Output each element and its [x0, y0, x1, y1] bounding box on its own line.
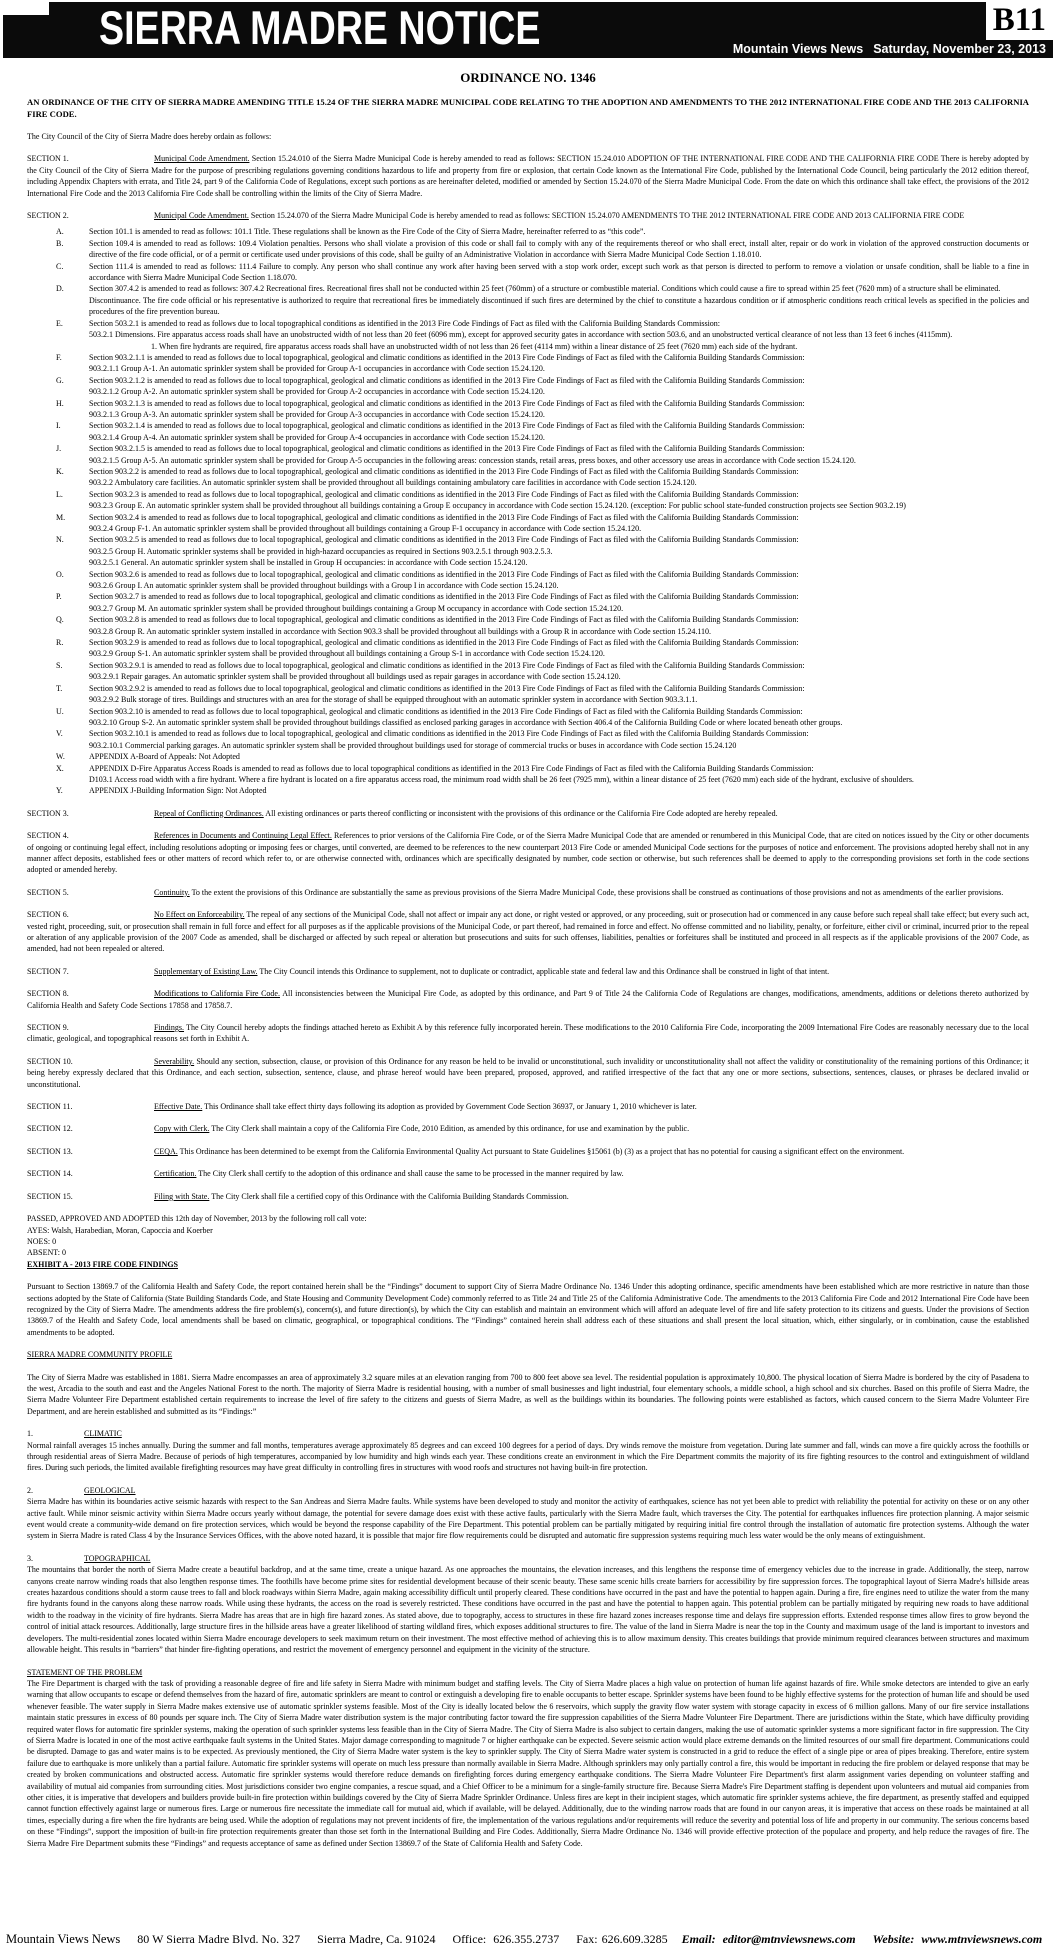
amendment-item-paragraph: T. Section 903.2.9.2 is amended to read as follows due to local topographical, geological and climatic conditions as identified in the 2013 Fire Code Findings of Fact as filed with the California Building Standards Commission:	[56, 683, 805, 693]
amendment-item-paragraph: P. Section 903.2.7 is amended to read as follows due to local topographical, geological and climatic conditions as identified in the 2013 Fire Code Findings of Fact as filed with the California Building Standards Commission:	[56, 592, 799, 602]
section-body-text: All existing ordinances or parts thereof conflicting or inconsistent with the provisions of this ordinance or the California Fire Code adopted are hereby repealed.	[263, 808, 778, 818]
amendment-item-letter: M.	[56, 512, 66, 522]
amendment-item	[56, 637, 1029, 660]
amendment-item-letter: X.	[56, 763, 64, 773]
amendment-item	[56, 534, 1029, 568]
ordinance-summary: AN ORDINANCE OF THE CITY OF SIERRA MADRE AMENDING TITLE 15.24 OF THE SIERRA MADRE MUNICIPAL CODE RELATING TO THE ADOPTION AND AMENDMENTS TO THE 2012 INTERNATIONAL FIRE CODE AND THE 2013 CALIFORNIA FIRE CODE.	[27, 97, 1029, 119]
amendment-item-paragraph: 903.2.7 Group M. An automatic sprinkler system shall be provided throughout buildings containing a Group M occupancy in accordance with Code section 15.24.120.	[89, 603, 624, 613]
finding-block	[27, 1428, 1029, 1474]
section-body-text: This Ordinance has been determined to be exempt from the California Environmental Quality Act pursuant to State Guidelines §15061 (b) (3) as a project that has no potential for causing a significant effect on the environment.	[177, 1146, 905, 1156]
amendment-item-paragraph: N. Section 903.2.5 is amended to read as follows due to local topographical, geological and climatic conditions as identified in the 2013 Fire Code Findings of Fact as filed with the California Building Standards Commission:	[56, 535, 799, 545]
amendment-item-paragraph: 903.2.5.1 General. An automatic sprinkler system shall be installed in Group H occupancies: in accordance with Code section 15.24.120.	[89, 558, 528, 568]
amendment-item-paragraph: A. Section 101.1 is amended to read as follows: 101.1 Title. These regulations shall be known as the Fire Code of the City of Sierra Madre, hereinafter referred to as “this code”.	[56, 227, 646, 237]
amendment-item	[56, 614, 1029, 637]
amendment-item-paragraph: 903.2.8 Group R. An automatic sprinkler system installed in accordance with Section 903.3 shall be provided throughout all buildings with a Group R in accordance with Code section 15.24.110.	[89, 626, 712, 636]
section-body-text: References to prior versions of the California Fire Code, or of the Sierra Madre Municipal Code that are amended or renumbered in this Municipal Code, that are cited on notices issued by the City or other documents of ongoing or continuing legal effect, including resolutions adopting or imposing fees or charges, until converted, are deemed to be references to the new counterpart 2013 Fire Code or amended Municipal Code sections for the purposes of notice and enforcement. The provisions adopted hereby shall not in any manner affect deposits, established fees or other matters of record which refer to, or are otherwise connected with, ordinances which are specifically designated by number, code section or otherwise, but such references shall be deemed to apply to the corresponding provisions set forth in the code sections adopted or amended hereby.	[27, 831, 1029, 875]
section-paragraph	[27, 808, 1029, 819]
section-paragraph	[27, 988, 1029, 1011]
amendment-item	[56, 728, 1029, 751]
amendment-item-letter: F.	[56, 352, 62, 362]
section-body-text: The City Council hereby adopts the findings attached hereto as Exhibit A by this reference fully incorporated herein. These modifications to the 2010 California Fire Code, incorporating the 2009 International Fire Codes are reasonably necessary due to the local climatic, geological, and topographical reasons set forth in Exhibit A.	[27, 1023, 1029, 1044]
section-heading: Filing with State.	[154, 1191, 210, 1201]
amendment-item-letter: K.	[56, 466, 64, 476]
amendment-item-letter: H.	[56, 398, 64, 408]
section-body-text: The City Clerk shall certify to the adoption of this ordinance and shall cause the same to be processed in the manner required by law.	[196, 1169, 624, 1179]
vote-line: NOES: 0	[27, 1236, 57, 1246]
section-label: SECTION 8.	[27, 989, 69, 999]
amendment-item-letter: L.	[56, 489, 63, 499]
amendment-item-paragraph: Discontinuance. The fire code official or his representative is authorized to require that recreational fires be immediately discontinued if such fires are determined by the chief to constitute a hazardous condition or if atmospheric conditions reach critical levels as specified in the policies and procedures of the fire prevention bureau.	[89, 295, 1029, 317]
amendment-item	[56, 660, 1029, 683]
amendment-item-paragraph: 903.2.9 Group S-1. An automatic sprinkler system shall be provided throughout all buildings containing a Group S-1 in accordance with Code section 15.24.120.	[89, 649, 605, 659]
section-body-text: The repeal of any sections of the Municipal Code, shall not affect or impair any act done, or right vested or approved, or any proceeding, suit or prosecution had or commenced in any cause before such repeal shall take effect; but every such act, vested right, proceeding, suit, or prosecution shall remain in full force and effect for all purposes as if the applicable provisions of the Municipal Code, or part thereof, had remained in force and effect. No offense committed and no liability, penalty, or forfeiture, either civil or criminal, incurred prior to the repeal or alteration of any applicable provision of the 2007 Code as amended, shall be discharged or affected by such repeal or alteration but prosecutions and suits for such offenses, liabilities, penalties or forfeitures shall be instituted and proceed in all respects as if the applicable provisions of the 2007 Code, as amended, had not been repealed or altered.	[27, 910, 1029, 954]
finding-heading: TOPOGRAPHICAL	[84, 1553, 151, 1563]
section-body-text: All inconsistencies between the Municipal Fire Code, as adopted by this ordinance, and Part 9 of Title 24 the California Code of Regulations are changes, modifications, amendments, additions or deletions thereto authorized by California Health and Safety Code Sections 17858 and 17858.7.	[27, 989, 1030, 1010]
section-label: SECTION 5.	[27, 887, 69, 897]
section-label: SECTION 13.	[27, 1146, 73, 1156]
section-label: SECTION 1.	[27, 154, 69, 164]
amendment-item-paragraph: F. Section 903.2.1.1 is amended to read as follows due to local topographical, geological and climatic conditions as identified in the 2013 Fire Code Findings of Fact as filed with the California Building Standards Commission:	[56, 352, 805, 362]
amendment-item-paragraph: X. APPENDIX D-Fire Apparatus Access Roads is amended to read as follows due to local topographical conditions as identified in the 2013 Fire Code Findings of Fact as filed with the California Building Standards Commission:	[56, 763, 814, 773]
amendment-item-list	[27, 226, 1029, 796]
footer-website-label: Website:	[872, 1932, 915, 1946]
amendment-item-paragraph: K. Section 903.2.2 is amended to read as follows due to local topographical, geological and climatic conditions as identified in the 2013 Fire Code Findings of Fact as filed with the California Building Standards Commission:	[56, 466, 799, 476]
section-paragraph	[27, 1191, 1029, 1202]
finding-body: Normal rainfall averages 15 inches annually. During the summer and fall months, temperatures average approximately 85 degrees and can exceed 100 degrees for a period of days. Dry winds remove the moisture from vegetation. During late summer and fall, winds can move a fire quickly across the foothills or through residential areas of Sierra Madre. Because of periods of high temperatures, accompanied by low humidity and high winds each year. These conditions create an environment in which the Fire Department commits the majority of its fire fighting resources to the control and extinguishment of wildland fires. During such periods, the limited available firefighting resources may have great difficulty in controlling fires in structures with wood roofs and structures not having built-in fire protection.	[27, 1440, 1029, 1473]
footer-office-label: Office:	[452, 1932, 487, 1946]
section-paragraph	[27, 1022, 1029, 1045]
section-label: SECTION 6.	[27, 910, 69, 920]
amendment-item-letter: P.	[56, 592, 62, 602]
section-label: SECTION 7.	[27, 966, 69, 976]
section-paragraph	[27, 1101, 1029, 1112]
footer-email-label: Email:	[681, 1932, 716, 1946]
amendment-item-letter: O.	[56, 569, 64, 579]
amendment-item-paragraph: 903.2.10.1 Commercial parking garages. An automatic sprinkler system shall be provided throughout buildings used for storage of commercial trucks or buses in accordance with Code section 15.24.120	[89, 740, 737, 750]
section-heading: Copy with Clerk.	[154, 1124, 210, 1134]
adoption-vote-block	[27, 1213, 1029, 1259]
amendment-item	[56, 466, 1029, 489]
amendment-item	[56, 375, 1029, 398]
ordinance-intro: The City Council of the City of Sierra Madre does hereby ordain as follows:	[27, 132, 272, 141]
masthead-title: SIERRA MADRE NOTICE	[99, 1, 541, 54]
article-body	[0, 58, 1056, 1849]
section-body-text: The City Clerk shall file a certified copy of this Ordinance with the California Building Standards Commission.	[209, 1191, 569, 1201]
amendment-item-paragraph: 903.2.1.3 Group A-3. An automatic sprinkler system shall be provided for Group A-3 occupancies in accordance with Code section 15.24.120.	[89, 409, 545, 419]
amendment-item-paragraph: G. Section 903.2.1.2 is amended to read as follows due to local topographical, geological and climatic conditions as identified in the 2013 Fire Code Findings of Fact as filed with the California Building Standards Commission:	[56, 375, 805, 385]
section-paragraph	[27, 909, 1029, 955]
section-label: SECTION 10.	[27, 1056, 73, 1066]
section-body-text: Section 15.24.070 of the Sierra Madre Municipal Code is hereby amended to read as follows: SECTION 15.24.070 AMENDMENTS TO THE 2012 INTERNATIONAL FIRE CODE AND 2013 CALIFORNIA FIRE CODE	[248, 211, 965, 221]
finding-body: The Fire Department is charged with the task of providing a reasonable degree of fire and life safety in Sierra Madre with minimum budget and staffing levels. The City of Sierra Madre places a high value on protection of human life against hazards of fire. While smoke detectors are intended to give an early warning that allow occupants to escape or defend themselves from the hazard of fire, automatic sprinklers are meant to control or extinguish a developing fire to enable occupants to better escape. Sprinkler systems have been found to be highly effective systems for the protection of human life and should be used whenever feasible. The water supply in Sierra Madre makes extensive use of automatic sprinkler systems feasible. Most of the City is ideally located below the 6 reservoirs, which supply the gravity flow water system with storage capacity in excess of 6 million gallons. Many of our fire service installations maintain static pressures in excess of 80 pounds per square inch. The City of Sierra Madre water distribution system is the major contributing factor toward the fire suppression capabilities of the Sierra Madre Volunteer Fire Department. There are jurisdictions within the State, which have difficulty providing required water flows for automatic fire sprinkler systems, making the operation of such sprinkler systems less feasible than in the City of Sierra Madre. The City of Sierra Madre is also subject to certain dangers, making the use of automatic sprinkler systems a more significant factor in fire suppression. The City of Sierra Madre is located in one of the most active earthquake fault systems in the United States. Major damage corresponding to magnitude 7 or higher earthquake can be expected. Severe seismic action would place extreme demands on the limited resources of our small fire department. Communications could be disrupted. Damage to gas and water mains is to be expected. As previously mentioned, the City of Sierra Madre water system is the key to sprinkler supply. The City of Sierra Madre water system is constructed in a grid to reduce the effect of a single pipe or area of pipes breaking. Therefore, entire system failure due to earthquake is more unlikely than a partial failure. Automatic fire sprinkler systems will operate on much less pressure than normally available in Sierra Madre. Although sprinklers may only partially control a fire, this would be important in reducing the fire problem or delayed response that may be created by broken communications and obstructed access. Automatic fire sprinkler systems would therefore reduce demands on firefighting forces during emergency earthquake conditions. The Sierra Madre Volunteer Fire Department's first alarm assignment varies depending on volunteer staffing and availability of mutual aid companies from surrounding cities. Most jurisdictions consider two engine companies, a rescue squad, and a Chief Officer to be a minimum for a single-family structure fire. Because Sierra Madre's Fire Department staffing is dependent upon volunteers and mutual aid companies from other cities, it is imperative that developers and builders provide built-in fire protection within buildings covered by the City of Sierra Madre Sprinkler Ordinance. Unless fires are kept in their incipient stages, which automatic fire sprinkler systems achieve, the fire department, as presently staffed and equipped cannot function effectively against large or numerous fires. Large or numerous fire necessitate the immediate call for mutual aid, which if available, will be delayed. Additionally, due to the winding narrow roads that are found in our canyon areas, it is imperative that access on these roads be maintained at all times, especially during a fire when the fire hydrants are being used. While the adoption of regulations may not prevent incidents of fire, the implementation of the various regulations and/or requirements will reduce the severity and potential loss of life and property in our community. The serious concerns based on these “Findings”, support the imposition of built-in fire protection requirements greater than those set forth in the International Building and Fire Codes. Additionally, Sierra Madre Ordinance No. 1346 will provide effective protection of the populace and property, and help reduce the ravages of fire. The Sierra Madre Fire Department submits these “Findings” and requests acceptance of same as defined under Section 13869.7 of the State of California Health and Safety Code.	[27, 1678, 1029, 1848]
section-paragraph	[27, 210, 1029, 221]
section-paragraph	[27, 1056, 1029, 1090]
section-paragraph	[27, 966, 1029, 977]
section-label: SECTION 11.	[27, 1102, 73, 1112]
amendment-item	[56, 226, 1029, 237]
finding-number: 3.	[27, 1553, 33, 1563]
body-paragraph: The City of Sierra Madre was established in 1881. Sierra Madre encompasses an area of approximately 3.2 square miles at an elevation ranging from 700 to 800 feet above sea level. The residential population is approximately 10,800. The physical location of Sierra Madre is bordered by the city of Pasadena to the west, Arcadia to the south and east and the Angeles National Forest to the north. The majority of Sierra Madre is residential housing, with a number of small businesses and light industrial, four elementary schools, a middle school, a high school and six churches. Based on this profile of Sierra Madre, the Sierra Madre Volunteer Fire Department established certain requirements to increase the level of fire safety to the citizens and guests of Sierra Madre, as well as the buildings within its boundaries. The following points were established as factors, which caused concern to the Sierra Madre Volunteer Fire Department, and are herein established and submitted as its “Findings:”	[27, 1372, 1029, 1416]
amendment-item	[56, 706, 1029, 729]
finding-number: 1.	[27, 1429, 33, 1439]
amendment-item	[56, 283, 1029, 317]
masthead-paper-name: Mountain Views News	[732, 42, 864, 56]
footer-fax-label: Fax:	[576, 1932, 598, 1946]
body-paragraph: Pursuant to Section 13869.7 of the California Health and Safety Code, the report contained herein shall be the “Findings” document to support City of Sierra Madre Ordinance No. 1346 Under this adopting ordinance, specific amendments have been established which are more restrictive in nature than those sections adopted by the State of California (State Building Standards Code, and State Housing and Community Development Code) commonly referred to as Title 24 and Title 25 of the California Administrative Code. The amendments to the 2013 California Fire Code and 2012 International Fire Code have been recognized by the City of Sierra Madre. The amendments address the fire problem(s), concern(s), and future direction(s), by which the City can establish and maintain an environment which will afford an adequate level of fire and life safety protection to its citizens and guests. Under the provisions of Section 13869.7 of the Health and Safety Code, local amendments shall be based on climatic, geographical, or topographical conditions. The “Findings” contained herein shall address each of these situations and shall present the local situation, which, either singularly, or in combination, cause the established amendments to be adopted.	[27, 1282, 1029, 1337]
amendment-item	[56, 751, 1029, 762]
section-heading: References in Documents and Continuing Legal Effect.	[154, 831, 332, 841]
amendment-item-paragraph: C. Section 111.4 is amended to read as follows: 111.4 Failure to comply. Any person who shall continue any work after having been served with a stop work order, except such work as that person is directed to perform to remove a violation or unsafe condition, shall be liable to a fine in accordance with Sierra Madre Municipal Code Section 1.18.070.	[56, 261, 1029, 283]
section-label: SECTION 3.	[27, 808, 69, 818]
amendment-item-paragraph: M. Section 903.2.4 is amended to read as follows due to local topographical, geological and climatic conditions as identified in the 2013 Fire Code Findings of Fact as filed with the California Building Standards Commission:	[56, 512, 799, 522]
section-label: SECTION 15.	[27, 1191, 73, 1201]
amendment-item-paragraph: S. Section 903.2.9.1 is amended to read as follows due to local topographical, geological and climatic conditions as identified in the 2013 Fire Code Findings of Fact as filed with the California Building Standards Commission:	[56, 660, 805, 670]
finding-block	[27, 1485, 1029, 1542]
ordinance-text	[27, 153, 1029, 1849]
amendment-item-paragraph: O. Section 903.2.6 is amended to read as follows due to local topographical, geological and climatic conditions as identified in the 2013 Fire Code Findings of Fact as filed with the California Building Standards Commission:	[56, 569, 799, 579]
amendment-item	[56, 683, 1029, 706]
section-label: SECTION 9.	[27, 1023, 69, 1033]
finding-heading-line	[27, 1667, 1029, 1678]
section-label: SECTION 14.	[27, 1169, 73, 1179]
finding-body: Sierra Madre has within its boundaries active seismic hazards with respect to the San Andreas and Sierra Madre faults. While systems have been developed to study and monitor the activity of earthquakes, science has not yet been able to predict with reliability the potential for activity on these or on any other active fault. While minor seismic activity within Sierra Madre occurs yearly without damage, the potential for severe damage does exist with these active faults, particularly with the Sierra Madre fault, which traverses the City. The potential for earthquakes influences fire protection planning. A major seismic event would create a community-wide demand on fire protection services, which would be beyond the response capability of the Fire Department. This potential problem can be partially mitigated by requiring initial fire control through the installation of automatic fire protection systems. Although the water system in Sierra Madre is rated Class 4 by the Insurance Services Offices, with the above noted hazard, it is possible that major fire flow requirements could be disrupted and automatic fire suppression systems requiring much less water would be the only means of extinguishment.	[27, 1497, 1029, 1541]
finding-heading: CLIMATIC	[84, 1429, 122, 1439]
vote-line: AYES: Walsh, Harabedian, Moran, Capoccia and Koerber	[27, 1225, 213, 1235]
amendment-item-paragraph: D. Section 307.4.2 is amended to read as follows: 307.4.2 Recreational fires. Recreational fires shall not be conducted within 25 feet (760mm) of a structure or combustible material. Conditions which could cause a fire to spread within 25 feet (7620 mm) of a structure shall be eliminated.	[56, 284, 1001, 294]
section-heading: Municipal Code Amendment.	[154, 211, 249, 221]
amendment-item	[56, 785, 1029, 796]
amendment-item-letter: T.	[56, 683, 63, 693]
section-heading: Effective Date.	[154, 1102, 203, 1112]
amendment-item-paragraph: Q. Section 903.2.8 is amended to read as follows due to local topographical, geological and climatic conditions as identified in the 2013 Fire Code Findings of Fact as filed with the California Building Standards Commission:	[56, 615, 799, 625]
section-heading: Severability.	[154, 1056, 195, 1066]
masthead-dateline	[733, 42, 1046, 56]
masthead-corner-notch	[3, 2, 49, 15]
amendment-item-paragraph: 903.2.10 Group S-2. An automatic sprinkler system shall be provided throughout buildings classified as enclosed parking garages in accordance with Section 406.4 of the California Building Code or where located beneath other groups.	[89, 717, 843, 727]
page-code-box	[986, 2, 1053, 40]
amendment-item-letter: W.	[56, 752, 65, 762]
section-body-text: This Ordinance shall take effect thirty days following its adoption as provided by Government Code Section 36937, or January 1, 2010 whichever is later.	[202, 1102, 697, 1112]
amendment-item-letter: B.	[56, 238, 64, 248]
amendment-item	[56, 352, 1029, 375]
amendment-item-letter: Y.	[56, 786, 63, 796]
finding-heading-line	[27, 1428, 1029, 1439]
masthead	[3, 2, 1053, 58]
amendment-item-letter: C.	[56, 261, 64, 271]
section-heading: Repeal of Conflicting Ordinances.	[154, 808, 264, 818]
amendment-item-paragraph: 903.2.1.2 Group A-2. An automatic sprinkler system shall be provided for Group A-2 occupancies in accordance with Code section 15.24.120.	[89, 387, 545, 397]
footer-fax-number: 626.609.3285	[601, 1932, 668, 1946]
page-code: B11	[992, 2, 1046, 38]
amendment-item	[56, 443, 1029, 466]
amendment-item-paragraph: 903.2.9.1 Repair garages. An automatic sprinkler system shall be provided throughout all buildings used as repair garages in accordance with Code section 15.24.120.	[89, 672, 621, 682]
exhibit-heading: EXHIBIT A - 2013 FIRE CODE FINDINGS	[27, 1259, 178, 1269]
section-heading: Continuity.	[154, 887, 190, 897]
amendment-item	[56, 569, 1029, 592]
section-heading: CEQA.	[154, 1146, 178, 1156]
amendment-item-letter: V.	[56, 729, 63, 739]
vote-line: PASSED, APPROVED AND ADOPTED this 12th day of November, 2013 by the following roll call vote:	[27, 1214, 367, 1224]
amendment-item-paragraph: 903.2.1.1 Group A-1. An automatic sprinkler system shall be provided for Group A-1 occupancies in accordance with Code section 15.24.120.	[89, 364, 545, 374]
amendment-item	[56, 398, 1029, 421]
section-paragraph	[27, 1146, 1029, 1157]
amendment-item-letter: S.	[56, 660, 63, 670]
section-paragraph	[27, 1123, 1029, 1134]
section-paragraph	[27, 830, 1029, 876]
amendment-item-paragraph: R. Section 903.2.9 is amended to read as follows due to local topographical, geological and climatic conditions as identified in the 2013 Fire Code Findings of Fact as filed with the California Building Standards Commission:	[56, 638, 799, 648]
amendment-item-letter: E.	[56, 318, 63, 328]
amendment-item-paragraph: 903.2.1.5 Group A-5. An automatic sprinkler system shall be provided for Group A-5 occupancies in the following areas: concession stands, retail areas, press boxes, and other accessory use areas in accordance with Code section 15.24.120.	[89, 455, 856, 465]
footer-email: editor@mtnviewsnews.com	[722, 1932, 856, 1946]
amendment-item-paragraph: J. Section 903.2.1.5 is amended to read as follows due to local topographical, geological and climatic conditions as identified in the 2013 Fire Code Findings of Fact as filed with the California Building Standards Commission:	[56, 444, 805, 454]
amendment-item	[56, 420, 1029, 443]
amendment-item-letter: G.	[56, 375, 64, 385]
amendment-item-paragraph: L. Section 903.2.3 is amended to read as follows due to local topographical, geological and climatic conditions as identified in the 2013 Fire Code Findings of Fact as filed with the California Building Standards Commission:	[56, 489, 799, 499]
amendment-item-letter: D.	[56, 284, 64, 294]
section-label: SECTION 12.	[27, 1124, 73, 1134]
section-body-text: The City Clerk shall maintain a copy of the California Fire Code, 2010 Edition, as amended by this ordinance, for use and examination by the public.	[209, 1124, 690, 1134]
vote-line: ABSENT: 0	[27, 1248, 66, 1258]
amendment-item-letter: A.	[56, 227, 64, 237]
amendment-item-letter: N.	[56, 535, 64, 545]
section-paragraph	[27, 887, 1029, 898]
amendment-item-paragraph: 903.2.4 Group F-1. An automatic sprinkler system shall be provided throughout all buildings containing a Group F-1 occupancy in accordance with Code section 15.24.120.	[89, 524, 642, 533]
amendment-item-letter: R.	[56, 638, 64, 648]
amendment-item-paragraph: B. Section 109.4 is amended to read as follows: 109.4 Violation penalties. Persons who shall violate a provision of this code or shall fail to comply with any of the requirements thereof or who shall erect, install alter, repair or do work in violation of the approved construction documents or directive of the fire code official, or of a permit or certificate used under provisions of this code, shall be guilty of an Administrative Violation in accordance with Sierra Madre Municipal Code Section 1.18.010.	[56, 238, 1029, 260]
amendment-item	[56, 238, 1029, 261]
amendment-item-paragraph: D103.1 Access road width with a fire hydrant. Where a fire hydrant is located on a fire apparatus access road, the minimum road width shall be 26 feet (7925 mm), within a linear distance of 25 feet (7620 mm) each side of the hydrant, exclusive of shoulders.	[89, 774, 914, 784]
finding-number: 2.	[27, 1485, 33, 1495]
finding-heading: GEOLOGICAL	[84, 1485, 136, 1495]
section-heading: No Effect on Enforceability.	[154, 910, 245, 920]
section-heading: Findings.	[154, 1023, 185, 1033]
amendment-item-paragraph: Y. APPENDIX J-Building Information Sign: Not Adopted	[56, 786, 267, 796]
amendment-item	[56, 763, 1029, 786]
section-heading: Supplementary of Existing Law.	[154, 966, 258, 976]
footer-paper-name: Mountain Views News	[6, 1932, 121, 1946]
finding-heading-line	[27, 1553, 1029, 1564]
section-label: SECTION 2.	[27, 211, 69, 221]
section-heading: Modifications to California Fire Code.	[154, 989, 280, 999]
amendment-item-paragraph: I. Section 903.2.1.4 is amended to read as follows due to local topographical, geological and climatic conditions as identified in the 2013 Fire Code Findings of Fact as filed with the California Building Standards Commission:	[56, 421, 805, 431]
amendment-item-letter: U.	[56, 706, 64, 716]
amendment-item-paragraph: U. Section 903.2.10 is amended to read as follows due to local topographical, geological and climatic conditions as identified in the 2013 Fire Code Findings of Fact as filed with the California Building Standards Commission:	[56, 706, 803, 716]
section-heading: Certification.	[154, 1169, 197, 1179]
amendment-item-paragraph: 1. When fire hydrants are required, fire apparatus access roads shall have an unobstructed width of not less than 26 feet (4114 mm) within a linear distance of 25 feet (7620 mm) each side of the hydrant.	[151, 341, 798, 351]
amendment-item-paragraph: 903.2.1.4 Group A-4. An automatic sprinkler system shall be provided for Group A-4 occupancies in accordance with Code section 15.24.120.	[89, 432, 545, 442]
masthead-date: Saturday, November 23, 2013	[873, 42, 1046, 56]
underlined-heading: SIERRA MADRE COMMUNITY PROFILE	[27, 1350, 173, 1360]
footer-website: www.mtnviewsnews.com	[921, 1932, 1043, 1946]
section-body-text: Should any section, subsection, clause, or provision of this Ordinance for any reason be held to be invalid or unconstitutional, such invalidity or unconstitutionality shall not affect the validity or constitutionality of the remaining portions of this Ordinance; it being hereby expressly declared that this Ordinance, and each section, subsection, sentence, clause, and phrase hereof would have been prepared, proposed, approved, and ratified irrespective of the fact that any one or more sections, subsections, sentences, clauses, or phrases be declared invalid or unconstitutional.	[27, 1056, 1029, 1089]
footer-office-phone: 626.355.2737	[493, 1932, 560, 1946]
footer-city: Sierra Madre, Ca. 91024	[317, 1932, 436, 1946]
finding-body: The mountains that border the north of Sierra Madre create a beautiful backdrop, and at the same time, create a unique hazard. As one approaches the mountains, the elevation increases, and this lengthens the response time of emergency vehicles due to the increase in grade. Additionally, the steep, narrow canyons create narrow winding roads that also lengthen response times. The foothills have become prime sites for residential development because of their scenic beauty. These same scenic hills create barriers for accessibility by fire suppression forces. The topographical layout of Sierra Madre's hillside areas creates hazardous conditions should a storm cause trees to fall and block roadways within Sierra Madre, again making accessibility difficult until properly cleared. These conditions have occurred in the past and have the potential to happen again. During a fire, fire engines need to utilize the water from the many fire hydrants found in the canyons along these narrow roads. While using these hydrants, the access on the road is severely restricted. These conditions have occurred in the past and have the potential to happen again. This potential problem can be partially mitigated by requiring new roads to have additional width to the roadway in the vicinity of fire hydrants. Sierra Madre has areas that are in high fire hazard zones. As stated above, due to topography, access to structures in these fire hazard zones increases response time and delays fire suppression efforts. Extended response times allow fires to grow beyond the control of initial attack resources. Additionally, large structure fires in the hillside areas have a greater likelihood of starting wildland fires, which exposes additional structures to fire. The value of the land in Sierra Madre is near the top in the County and maximum usage of the land is important to investors and developers. The multi-residential zones located within Sierra Madre encourage developers to seek maximum return on their investment. The most effective method of achieving this is to allow maximum density. This creates buildings that provide minimum required clearances between structures and maximum allowable height. This results in “barriers” that hinder fire-fighting operations, and restrict the movement of emergency personnel and equipment in the vicinity of the structure.	[27, 1565, 1029, 1655]
amendment-item-paragraph: E. Section 503.2.1 is amended to read as follows due to local topographical conditions as identified in the 2013 Fire Code Findings of Fact as filed with the California Building Standards Commission:	[56, 318, 721, 328]
finding-heading: STATEMENT OF THE PROBLEM	[27, 1667, 143, 1677]
amendment-item-paragraph: 903.2.3 Group E. An automatic sprinkler system shall be provided throughout all buildings containing a Group E occupancy in accordance with Code section 15.24.120. (exception: For public school state-funded construction projects see Section 903.2.19)	[89, 501, 906, 511]
amendment-item-letter: I.	[56, 421, 61, 431]
amendment-item	[56, 261, 1029, 284]
amendment-item	[56, 591, 1029, 614]
section-label: SECTION 4.	[27, 831, 69, 841]
amendment-item	[56, 512, 1029, 535]
amendment-item-paragraph: 903.2.6 Group I. An automatic sprinkler system shall be provided throughout buildings with a Group I in accordance with Code section 15.24.120.	[89, 581, 559, 591]
section-paragraph	[27, 153, 1029, 199]
finding-heading-line	[27, 1485, 1029, 1496]
section-body-text: To the extent the provisions of this Ordinance are substantially the same as previous provisions of the Sierra Madre Municipal Code, these provisions shall be construed as continuations of those provisions and not as amendments of the earlier provisions.	[189, 887, 1004, 897]
amendment-item	[56, 489, 1029, 512]
amendment-item-paragraph: 903.2.5 Group H. Automatic sprinkler systems shall be provided in high-hazard occupancies as required in Sections 903.2.5.1 through 903.2.5.3.	[89, 546, 553, 556]
finding-block	[27, 1667, 1029, 1850]
ordinance-title: ORDINANCE NO. 1346	[460, 70, 596, 85]
amendment-item-letter: J.	[56, 444, 62, 454]
amendment-item-paragraph: 903.2.2 Ambulatory care facilities. An automatic sprinkler system shall be provided throughout all buildings containing ambulatory care facilities in accordance with Code section 15.24.120.	[89, 478, 697, 488]
amendment-item-paragraph: H. Section 903.2.1.3 is amended to read as follows due to local topographical, geological and climatic conditions as identified in the 2013 Fire Code Findings of Fact as filed with the California Building Standards Commission:	[56, 398, 805, 408]
amendment-item	[56, 318, 1029, 352]
section-body-text: The City Council intends this Ordinance to supplement, not to duplicate or contradict, applicable state and federal law and this Ordinance shall be construed in light of that intent.	[257, 966, 830, 976]
section-body-text: Section 15.24.010 of the Sierra Madre Municipal Code is hereby amended to read as follows: SECTION 15.24.010 ADOPTION OF THE INTERNATIONAL FIRE CODE AND THE CALIFORNIA FIRE CODE There is hereby adopted by the City Council of the City of Sierra Madre for the purpose of prescribing regulations governing conditions hazardous to life and property from fire or explosion, that certain Code known as the International Fire Code, published by the International Code Council, being particularly the 2012 edition thereof, including Appendix Chapters with errata, and Title 24, part 9 of the California Code of Regulations, except such portions as are hereinafter deleted, modified or amended by Section 15.24.070 of the Sierra Madre Municipal Code. From the date on which this ordinance shall take effect, the provisions of the 2012 International Fire Code and the 2013 California Fire Code shall be controlling within the limits of the City of Sierra Madre.	[27, 154, 1029, 198]
amendment-item-paragraph: V. Section 903.2.10.1 is amended to read as follows due to local topographical, geological and climatic conditions as identified in the 2013 Fire Code Findings of Fact as filed with the California Building Standards Commission:	[56, 729, 809, 739]
footer-address: 80 W Sierra Madre Blvd. No. 327	[137, 1932, 301, 1946]
amendment-item-paragraph: W. APPENDIX A-Board of Appeals: Not Adopted	[56, 752, 240, 762]
amendment-item-paragraph: 503.2.1 Dimensions. Fire apparatus access roads shall have an unobstructed width of not less than 20 feet (6096 mm), except for approved security gates in accordance with section 503.6, and an unobstructed vertical clearance of not less than 13 feet 6 inches (4115mm).	[89, 330, 953, 340]
amendment-item-paragraph: 903.2.9.2 Bulk storage of tires. Buildings and structures with an area for the storage of shall be equipped throughout with an automatic sprinkler system in accordance with Section 903.3.1.1.	[89, 695, 698, 705]
finding-block	[27, 1553, 1029, 1656]
page-footer	[0, 1932, 1056, 1947]
section-heading: Municipal Code Amendment.	[154, 154, 250, 164]
amendment-item-letter: Q.	[56, 615, 64, 625]
section-paragraph	[27, 1168, 1029, 1179]
